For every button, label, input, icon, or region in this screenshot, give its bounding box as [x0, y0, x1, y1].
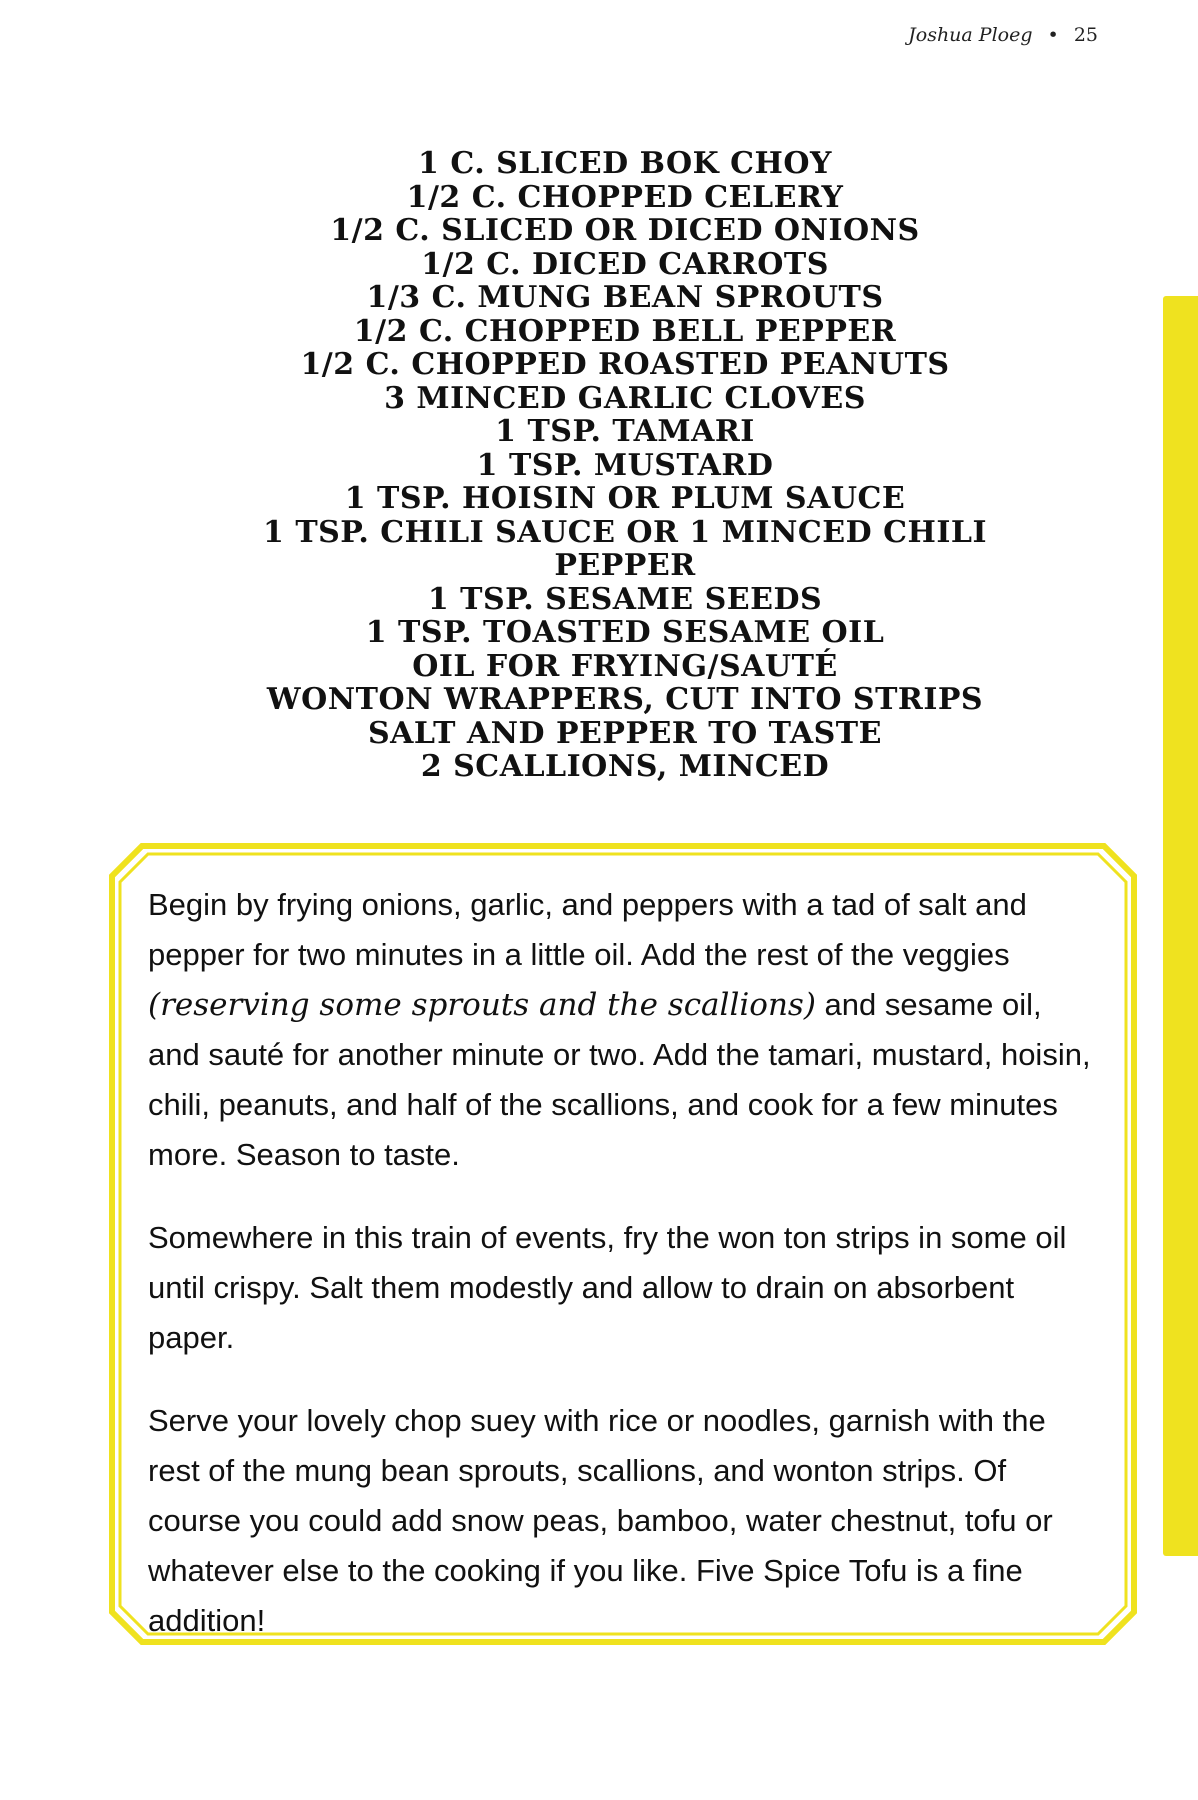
ingredient-item: 1 TSP. CHILI SAUCE OR 1 MINCED CHILI	[263, 514, 987, 550]
ingredient-item: 2 SCALLIONS, MINCED	[420, 749, 830, 784]
yellow-edge-tab	[1163, 296, 1198, 1556]
ingredient-item: 1 TSP. MUSTARD	[476, 447, 774, 483]
ingredient-list	[200, 147, 1050, 784]
ingredient-item: 1/3 C. MUNG BEAN SPROUTS	[366, 280, 884, 315]
ingredient-item: 1 TSP. HOISIN OR PLUM SAUCE	[344, 481, 906, 516]
instruction-paragraph: Serve your lovely chop suey with rice or noodles, garnish with the rest of the mung bean sprouts, scallions, and wonton strips. Of course you could add snow peas, bamboo, water chestnut, tofu or whatever else to the cooking if you like. Five Spice Tofu is a fine addition!	[148, 1403, 1053, 1638]
instruction-text: and sesame oil, and sauté for another minute or two. Add the tamari, mustard, hoisin, chili, peanuts, and half of the scallions, and cook for a few minutes more. Season to taste.	[148, 987, 1091, 1172]
running-header	[908, 24, 1098, 46]
ingredient-item: 1/2 C. CHOPPED BELL PEPPER	[353, 313, 897, 349]
instruction-paragraph	[148, 880, 1100, 1180]
ingredient-item: 1/2 C. DICED CARROTS	[421, 246, 829, 282]
ingredient-item: 3 MINCED GARLIC CLOVES	[384, 380, 866, 416]
header-separator: •	[1047, 24, 1059, 46]
author-name: Joshua Ploeg	[908, 24, 1033, 46]
page-number: 25	[1073, 24, 1098, 46]
ingredient-item: SALT AND PEPPER TO TASTE	[367, 715, 883, 751]
ingredient-item: 1 TSP. SESAME SEEDS	[427, 581, 823, 617]
ingredient-item: 1/2 C. SLICED OR DICED ONIONS	[330, 213, 920, 248]
recipe-instructions	[148, 880, 1100, 1679]
ingredient-item: PEPPER	[554, 548, 696, 583]
ingredient-item: 1 TSP. TAMARI	[495, 414, 755, 449]
ingredient-item: WONTON WRAPPERS, CUT INTO STRIPS	[266, 682, 984, 717]
ingredient-item: 1 TSP. TOASTED SESAME OIL	[365, 615, 885, 650]
instruction-emphasis: (reserving some sprouts and the scallions)	[148, 987, 816, 1023]
ingredient-item: 1 C. SLICED BOK CHOY	[418, 146, 832, 181]
instruction-text: Begin by frying onions, garlic, and peppers with a tad of salt and pepper for two minutes in a little oil. Add the rest of the veggies	[148, 887, 1027, 972]
instruction-paragraph: Somewhere in this train of events, fry the won ton strips in some oil until crispy. Salt them modestly and allow to drain on absorbent paper.	[148, 1220, 1067, 1355]
ingredient-item: 1/2 C. CHOPPED CELERY	[406, 179, 844, 215]
ingredient-item: 1/2 C. CHOPPED ROASTED PEANUTS	[300, 347, 950, 382]
ingredient-item: OIL FOR FRYING/SAUTÉ	[412, 648, 838, 684]
